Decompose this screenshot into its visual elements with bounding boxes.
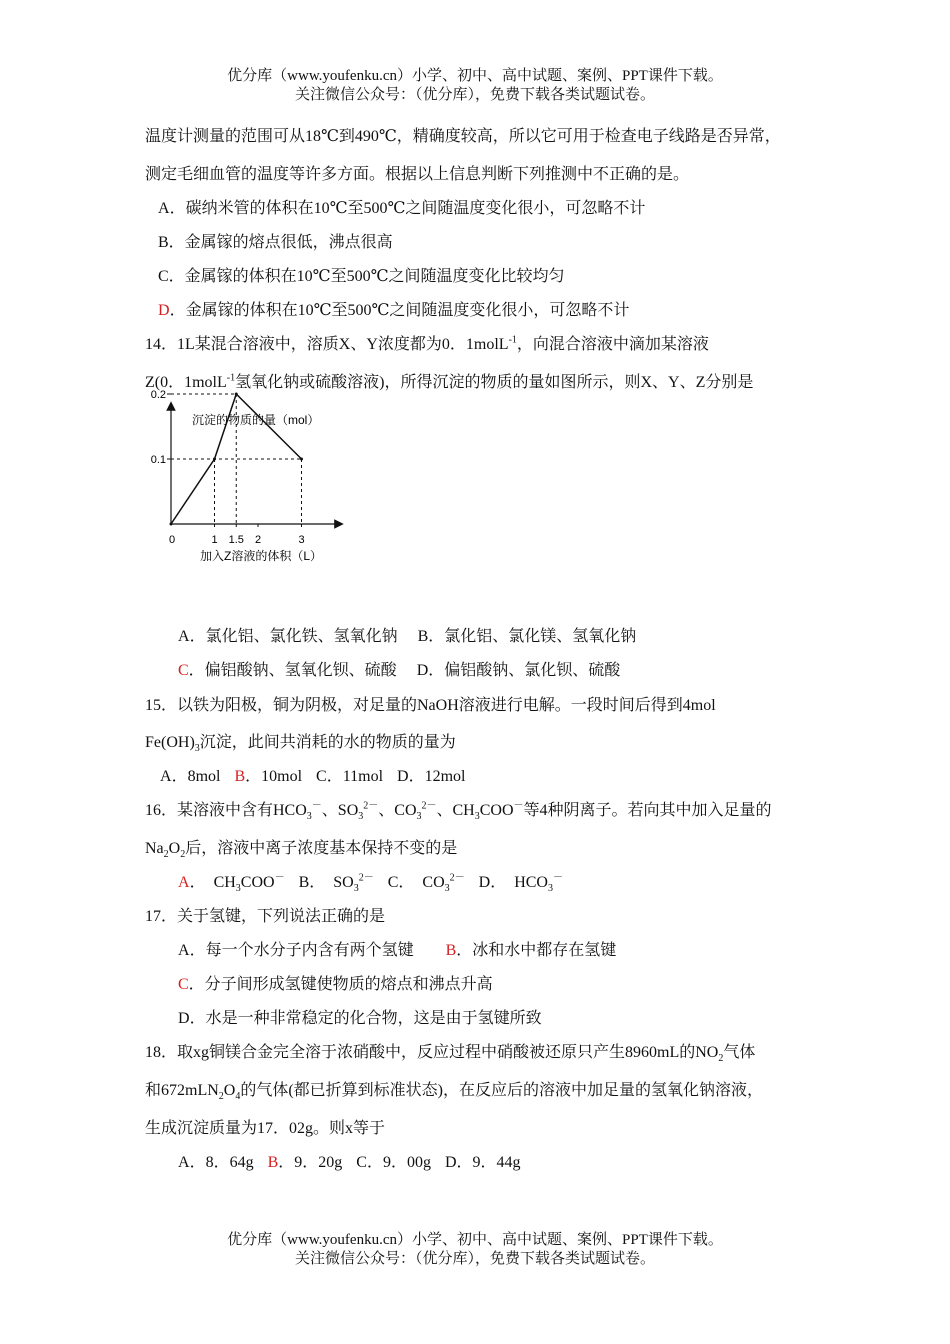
q18-part: 气体 bbox=[723, 1044, 756, 1061]
option-text: COO bbox=[240, 874, 275, 891]
footer-line-2: 关注微信公众号：（优分库），免费下载各类试题试卷。 bbox=[294, 1251, 655, 1267]
x-tick-label: 3 bbox=[298, 534, 305, 546]
page-header bbox=[0, 67, 950, 105]
q17-option-d bbox=[178, 1009, 542, 1029]
q16-options bbox=[178, 873, 563, 893]
option-text: ． HCO bbox=[490, 874, 548, 891]
option-text: ．冰和水中都存在氢键 bbox=[456, 942, 617, 959]
option-letter: D bbox=[416, 662, 429, 679]
superscript: 2－ bbox=[358, 872, 374, 884]
option-letter: B bbox=[298, 874, 310, 891]
q17-option-c bbox=[178, 975, 493, 995]
option-letter: B bbox=[158, 234, 169, 251]
option-text: ． CH bbox=[189, 874, 236, 891]
option-letter: B bbox=[417, 628, 429, 645]
option-letter: A bbox=[158, 200, 170, 217]
superscript: － bbox=[513, 800, 524, 812]
option-letter: A bbox=[178, 942, 190, 959]
superscript: 2－ bbox=[421, 800, 437, 812]
option-letter: A bbox=[160, 768, 172, 785]
x-tick-label: 2 bbox=[254, 534, 262, 546]
option-text: ．金属镓的体积在10℃至500℃之间随温度变化比较均匀 bbox=[168, 268, 565, 285]
q18-part: 和672mLN bbox=[145, 1082, 219, 1099]
q14-text-1 bbox=[145, 335, 709, 355]
option-text: ．氯化铝、氯化镁、氢氧化钠 bbox=[428, 628, 637, 645]
q15-text-2a: Fe(OH) bbox=[145, 734, 195, 751]
option-letter: D bbox=[178, 1010, 190, 1027]
y-tick-label: 0.1 bbox=[150, 454, 166, 466]
q16-part: 等4种阴离子。若向其中加入足量的 bbox=[523, 802, 772, 819]
subscript: 3 bbox=[547, 883, 553, 895]
option-text: ．金属镓的熔点很低，沸点很高 bbox=[168, 234, 393, 251]
q17-text: 17．关于氢键，下列说法正确的是 bbox=[145, 908, 386, 925]
x-tick-label: 1.5 bbox=[228, 534, 244, 546]
q16-part: Na bbox=[145, 840, 164, 857]
option-text: ．偏铝酸钠、氯化钡、硫酸 bbox=[428, 662, 621, 679]
x-tick-label: 1 bbox=[211, 534, 218, 546]
subscript: 3 bbox=[444, 883, 450, 895]
option-letter: D bbox=[397, 768, 409, 785]
subscript: 3 bbox=[474, 811, 480, 823]
option-text: ．11mol bbox=[326, 768, 384, 785]
option-text: ．8．64g bbox=[189, 1154, 254, 1171]
option-text: ．12mol bbox=[408, 768, 466, 785]
footer-line-1: 优分库（www.youfenku.cn）小学、初中、高中试题、案例、PPT课件下载。 bbox=[227, 1232, 723, 1248]
option-letter: C bbox=[158, 268, 169, 285]
q16-part: 16．某溶液中含有HCO bbox=[145, 802, 307, 819]
q13-text-1: 温度计测量的范围可从18℃到490℃，精确度较高，所以它可用于检查电子线路是否异常， bbox=[145, 128, 781, 145]
q16-part: COO bbox=[479, 802, 514, 819]
subscript: 4 bbox=[235, 1091, 241, 1103]
option-letter-answer: B bbox=[234, 768, 246, 785]
subscript: 2 bbox=[218, 1091, 224, 1103]
q13-text-2: 测定毛细血管的温度等许多方面。根据以上信息判断下列推测中不正确的是。 bbox=[145, 166, 690, 183]
option-letter: A bbox=[178, 1154, 190, 1171]
superscript: 2－ bbox=[449, 872, 465, 884]
superscript: -1 bbox=[508, 334, 517, 346]
subscript: 3 bbox=[194, 743, 200, 755]
q16-part: 、SO bbox=[321, 802, 359, 819]
superscript: -1 bbox=[226, 372, 236, 384]
option-letter: D bbox=[444, 1154, 457, 1171]
option-letter-answer: C bbox=[178, 662, 189, 679]
chart-svg bbox=[140, 389, 370, 575]
subscript: 2 bbox=[180, 849, 186, 861]
x-axis-label: 加入Z溶液的体积（L） bbox=[200, 549, 323, 563]
option-text: ．8mol bbox=[171, 768, 221, 785]
option-letter-answer: B bbox=[445, 942, 457, 959]
q14-options-row-1 bbox=[178, 627, 636, 647]
option-letter-answer: D bbox=[158, 302, 170, 319]
option-text: ．水是一种非常稳定的化合物，这是由于氢键所致 bbox=[189, 1010, 542, 1027]
option-text: ．9．00g bbox=[366, 1154, 431, 1171]
subscript: 3 bbox=[416, 811, 422, 823]
q14-text-1b: ，向混合溶液中滴加某溶液 bbox=[516, 336, 709, 353]
subscript: 3 bbox=[358, 811, 364, 823]
q15-text-2b: 沉淀，此间共消耗的水的物质的量为 bbox=[199, 734, 456, 751]
option-letter: A bbox=[178, 628, 190, 645]
q13-option-c bbox=[158, 267, 564, 287]
q18-text-2 bbox=[145, 1081, 763, 1101]
option-text: ．9．44g bbox=[456, 1154, 521, 1171]
superscript: 2－ bbox=[363, 800, 379, 812]
q16-text-2 bbox=[145, 839, 457, 859]
q18-options bbox=[178, 1153, 521, 1173]
header-line-2: 关注微信公众号：（优分库），免费下载各类试题试卷。 bbox=[294, 87, 655, 103]
q14-text-2a: Z(0．1molL bbox=[145, 374, 227, 391]
x-tick-label: 0 bbox=[168, 534, 176, 546]
header-line-1: 优分库（www.youfenku.cn）小学、初中、高中试题、案例、PPT课件下载。 bbox=[227, 68, 723, 84]
y-tick-label: 0.2 bbox=[150, 389, 166, 401]
subscript: 2 bbox=[163, 849, 169, 861]
q16-part: 后，溶液中离子浓度基本保持不变的是 bbox=[185, 840, 458, 857]
option-text: ．10mol bbox=[245, 768, 303, 785]
q18-text-3: 生成沉淀质量为17．02g。则x等于 bbox=[145, 1120, 386, 1137]
option-text: ． SO bbox=[309, 874, 354, 891]
superscript: － bbox=[552, 872, 563, 884]
q17-options-row-1 bbox=[178, 941, 616, 961]
superscript: － bbox=[274, 872, 285, 884]
page-footer bbox=[0, 1231, 950, 1269]
option-text: ．每一个水分子内含有两个氢键 bbox=[189, 942, 414, 959]
option-text: ． CO bbox=[398, 874, 445, 891]
q13-option-a bbox=[158, 199, 645, 219]
data-point bbox=[300, 458, 303, 461]
q18-part: O bbox=[223, 1082, 236, 1099]
option-text: ．金属镓的体积在10℃至500℃之间随温度变化很小，可忽略不计 bbox=[169, 302, 630, 319]
y-axis-label: 沉淀的物质的量（mol） bbox=[192, 413, 320, 427]
option-text: ．碳纳米管的体积在10℃至500℃之间随温度变化很小，可忽略不计 bbox=[169, 200, 646, 217]
option-text: ．氯化铝、氯化铁、氢氧化钠 bbox=[189, 628, 398, 645]
superscript: － bbox=[311, 800, 322, 812]
subscript: 3 bbox=[306, 811, 312, 823]
option-letter: C bbox=[316, 768, 327, 785]
option-letter: C bbox=[356, 1154, 367, 1171]
option-text: ．偏铝酸钠、氢氧化钡、硫酸 bbox=[188, 662, 397, 679]
q14-text-2 bbox=[145, 373, 753, 393]
q15-text-2 bbox=[145, 733, 456, 753]
data-point bbox=[170, 523, 173, 526]
q15-text-1: 15．以铁为阳极，铜为阴极，对足量的NaOH溶液进行电解。一段时间后得到4mol bbox=[145, 697, 716, 714]
option-letter-answer: B bbox=[267, 1154, 279, 1171]
q15-options bbox=[160, 767, 466, 787]
q18-part: 的气体(都已折算到标准状态)，在反应后的溶液中加足量的氢氧化钠溶液， bbox=[240, 1082, 764, 1099]
subscript: 3 bbox=[353, 883, 359, 895]
option-letter: C bbox=[387, 874, 399, 891]
option-text: ．分子间形成氢键使物质的熔点和沸点升高 bbox=[188, 976, 493, 993]
option-letter: D bbox=[478, 874, 491, 891]
q14-text-1a: 14．1L某混合溶液中，溶质X、Y浓度都为0．1molL bbox=[145, 336, 509, 353]
option-text: ．9．20g bbox=[278, 1154, 343, 1171]
option-letter-answer: C bbox=[178, 976, 189, 993]
q18-text-1 bbox=[145, 1043, 755, 1063]
subscript: 2 bbox=[718, 1053, 724, 1065]
precipitate-chart bbox=[140, 389, 370, 575]
q13-option-b bbox=[158, 233, 393, 253]
q18-part: 18．取xg铜镁合金完全溶于浓硝酸中，反应过程中硝酸被还原只产生8960mL的NO bbox=[145, 1044, 719, 1061]
q14-options-row-2 bbox=[178, 661, 620, 681]
q16-part: 、CH bbox=[436, 802, 475, 819]
q13-option-d bbox=[158, 301, 629, 321]
q14-text-2b: 氢氧化钠或硫酸溶液)，所得沉淀的物质的量如图所示，则X、Y、Z分别是 bbox=[235, 374, 754, 391]
data-point bbox=[235, 393, 238, 396]
q16-text-1 bbox=[145, 801, 772, 821]
q16-part: 、CO bbox=[378, 802, 417, 819]
subscript: 3 bbox=[235, 883, 241, 895]
data-point bbox=[213, 458, 216, 461]
q16-part: O bbox=[168, 840, 181, 857]
option-letter-answer: A bbox=[178, 874, 190, 891]
